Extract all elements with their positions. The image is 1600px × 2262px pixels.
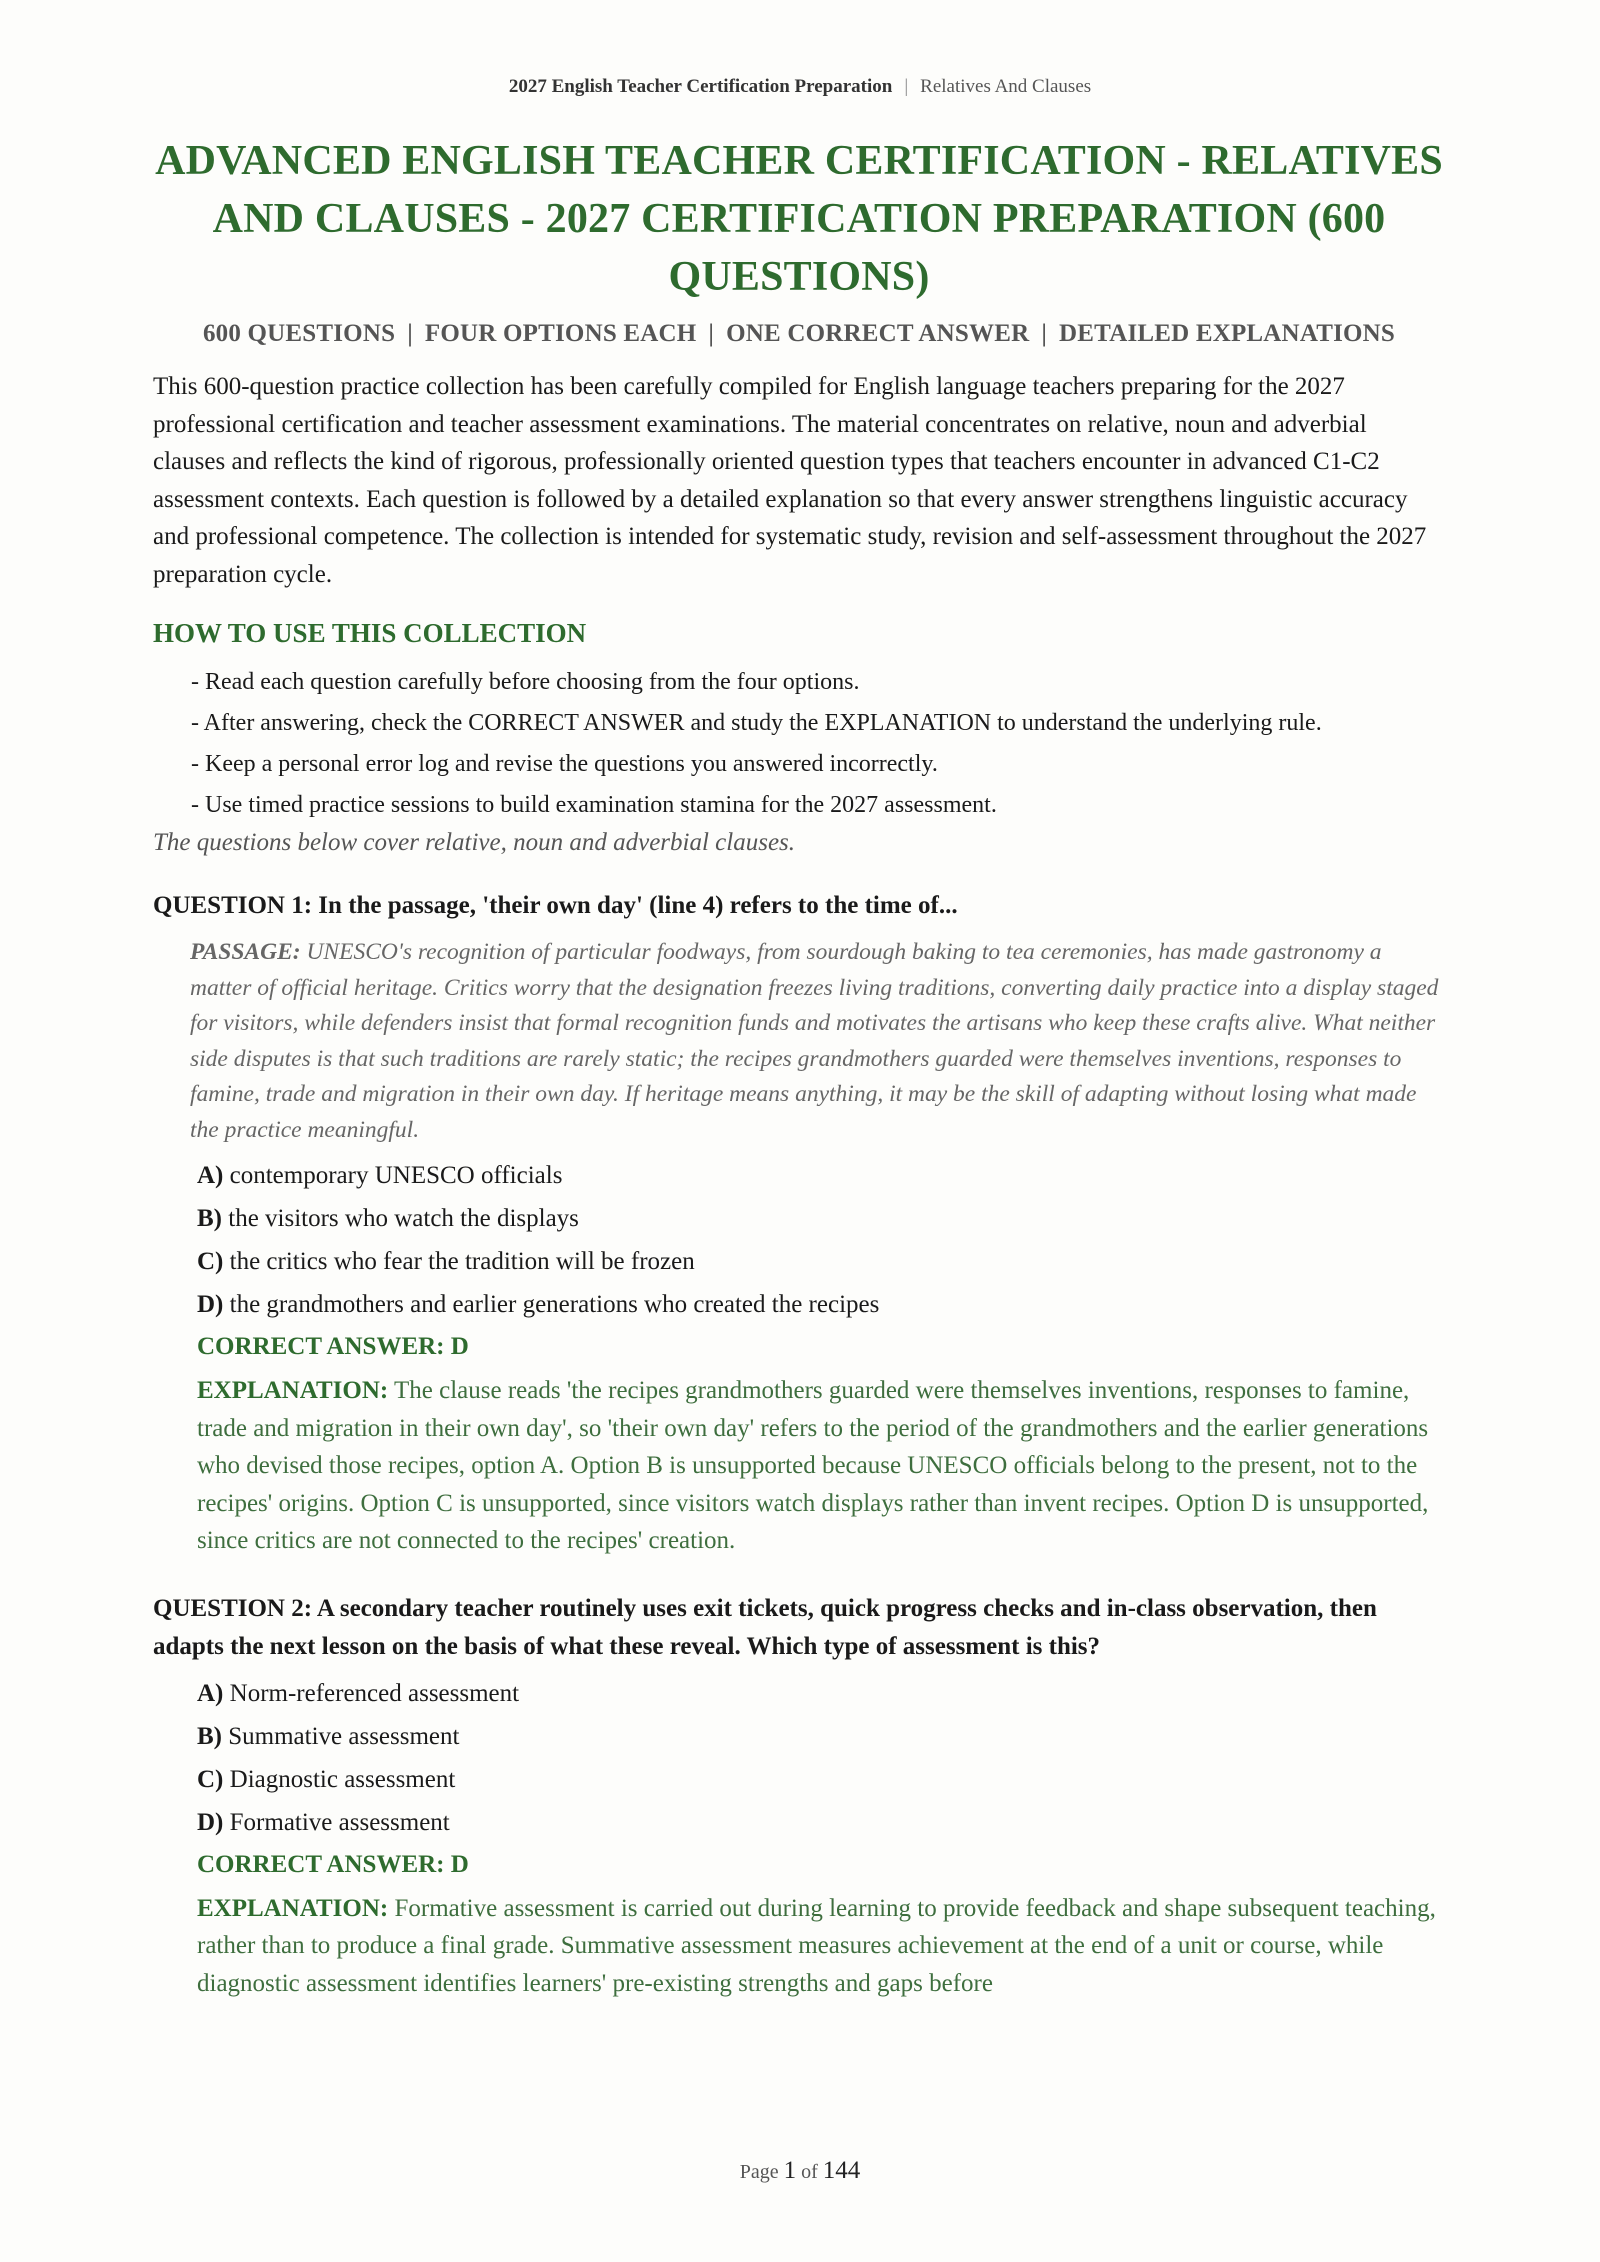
passage-label: PASSAGE: bbox=[190, 939, 301, 965]
running-header bbox=[0, 76, 1600, 98]
correct-answer: CORRECT ANSWER: D bbox=[197, 1333, 469, 1360]
subtitle-separator: | bbox=[1041, 320, 1048, 347]
explanation bbox=[197, 1890, 1445, 2003]
how-to-heading: HOW TO USE THIS COLLECTION bbox=[153, 618, 587, 648]
option-letter: B) bbox=[197, 1205, 222, 1232]
intro-paragraph: This 600-question practice collection has been carefully compiled for English language teachers preparing for the 2027 professional certification and teacher assessment examinations. The material concentrates on relative, noun and adverbial clauses and reflects the kind of rigorous, professionally oriented question types that teachers encounter in advanced C1-C2 assessment contexts. Each question is followed by a detailed explanation so that every answer strengthens linguistic accuracy and professional competence. The collection is intended for systematic study, revision and self-assessment throughout the 2027 preparation cycle. bbox=[153, 373, 1427, 588]
how-to-item: - After answering, check the CORRECT ANSWER and study the EXPLANATION to understand the underlying rule. bbox=[191, 710, 1322, 736]
header-chapter-title: Relatives And Clauses bbox=[920, 76, 1092, 97]
page-content bbox=[153, 132, 1445, 2002]
option-letter: A) bbox=[197, 1162, 224, 1189]
header-separator: | bbox=[904, 76, 909, 97]
question-block-1 bbox=[153, 887, 1445, 1560]
header-book-title: 2027 English Teacher Certification Preparation bbox=[508, 76, 893, 97]
option-text: Formative assessment bbox=[223, 1808, 450, 1836]
answer-options bbox=[197, 1672, 1445, 1844]
explanation bbox=[197, 1372, 1445, 1560]
subtitle-item: ONE CORRECT ANSWER bbox=[726, 320, 1030, 347]
answer-option-c bbox=[197, 1758, 1445, 1801]
subtitle-separator: | bbox=[407, 320, 413, 347]
answer-option-d bbox=[197, 1801, 1445, 1844]
explanation-text: Formative assessment is carried out during learning to provide feedback and shape subsequent teaching, rather than to produce a final grade. Summative assessment measures achievement at the end of a unit or course, while diagnostic assessment identifies learners' pre-existing strengths and gaps before bbox=[197, 1894, 1436, 1997]
option-text: contemporary UNESCO officials bbox=[223, 1162, 563, 1189]
total-pages: 144 bbox=[822, 2157, 861, 2184]
answer-option-b bbox=[197, 1715, 1445, 1758]
question-block-2 bbox=[153, 1590, 1445, 2003]
answer-option-b bbox=[197, 1197, 1445, 1240]
answer-option-c bbox=[197, 1240, 1445, 1283]
question-text: QUESTION 2: A secondary teacher routinely uses exit tickets, quick progress checks and in-class observation, then adapts the next lesson on the basis of what these reveal. Which type of assessment is this? bbox=[153, 1594, 1377, 1660]
option-text: Summative assessment bbox=[222, 1722, 460, 1750]
answer-option-a bbox=[197, 1672, 1445, 1715]
option-text: Norm-referenced assessment bbox=[223, 1679, 520, 1707]
subtitle-separator: | bbox=[708, 320, 715, 347]
how-to-list bbox=[191, 665, 1445, 823]
document-title: ADVANCED ENGLISH TEACHER CERTIFICATION - RELATIVES AND CLAUSES - 2027 CERTIFICATION PREPARATION (600 QUESTIONS) bbox=[155, 138, 1443, 300]
explanation-text: The clause reads 'the recipes grandmothers guarded were themselves inventions, responses to famine, trade and migration in their own day', so 'their own day' refers to the period of the grandmothers and the earlier generations who devised those recipes, option A. Option B is unsupported because UNESCO officials belong to the present, not to the recipes' origins. Option C is unsupported, since visitors watch displays rather than invent recipes. Option D is unsupported, since critics are not connected to the recipes' creation. bbox=[197, 1377, 1429, 1554]
how-to-item: - Read each question carefully before choosing from the four options. bbox=[191, 669, 860, 695]
option-text: the critics who fear the tradition will be frozen bbox=[223, 1248, 695, 1275]
question-text: QUESTION 1: In the passage, 'their own day' (line 4) refers to the time of... bbox=[153, 892, 958, 919]
option-text: Diagnostic assessment bbox=[223, 1765, 456, 1793]
explanation-label: EXPLANATION: bbox=[197, 1894, 389, 1922]
document-subtitle bbox=[153, 320, 1445, 348]
how-to-item: - Keep a personal error log and revise the questions you answered incorrectly. bbox=[191, 751, 938, 777]
answer-options bbox=[197, 1154, 1445, 1326]
option-letter: C) bbox=[197, 1248, 224, 1275]
answer-option-d bbox=[197, 1283, 1445, 1326]
page-footer bbox=[0, 2157, 1600, 2185]
option-text: the visitors who watch the displays bbox=[222, 1205, 579, 1232]
subtitle-item: 600 QUESTIONS bbox=[202, 320, 396, 347]
reading-passage bbox=[190, 935, 1445, 1148]
current-page-number: 1 bbox=[783, 2157, 797, 2184]
answer-option-a bbox=[197, 1154, 1445, 1197]
correct-answer: CORRECT ANSWER: D bbox=[197, 1850, 469, 1878]
passage-text: UNESCO's recognition of particular foodways, from sourdough baking to tea ceremonies, has made gastronomy a matter of official heritage. Critics worry that the designation freezes living traditions, converting daily practice into a display staged for visitors, while defenders insist that formal recognition funds and motivates the artisans who keep these crafts alive. What neither side disputes is that such traditions are rarely static; the recipes grandmothers guarded were themselves inventions, responses to famine, trade and migration in their own day. If heritage means anything, it may be the skill of adapting without losing what made the practice meaningful. bbox=[190, 939, 1439, 1143]
option-letter: A) bbox=[197, 1679, 224, 1707]
explanation-label: EXPLANATION: bbox=[197, 1377, 389, 1404]
coverage-note: The questions below cover relative, noun and adverbial clauses. bbox=[153, 829, 796, 856]
option-letter: C) bbox=[197, 1765, 224, 1793]
option-letter: D) bbox=[197, 1291, 224, 1318]
subtitle-item: DETAILED EXPLANATIONS bbox=[1059, 320, 1396, 347]
option-letter: B) bbox=[197, 1722, 222, 1750]
option-letter: D) bbox=[197, 1808, 224, 1836]
option-text: the grandmothers and earlier generations who created the recipes bbox=[223, 1291, 880, 1318]
page-of-label: of bbox=[801, 2161, 818, 2183]
how-to-item: - Use timed practice sessions to build examination stamina for the 2027 assessment. bbox=[191, 792, 997, 818]
page-label: Page bbox=[739, 2161, 779, 2183]
subtitle-item: FOUR OPTIONS EACH bbox=[424, 320, 697, 347]
